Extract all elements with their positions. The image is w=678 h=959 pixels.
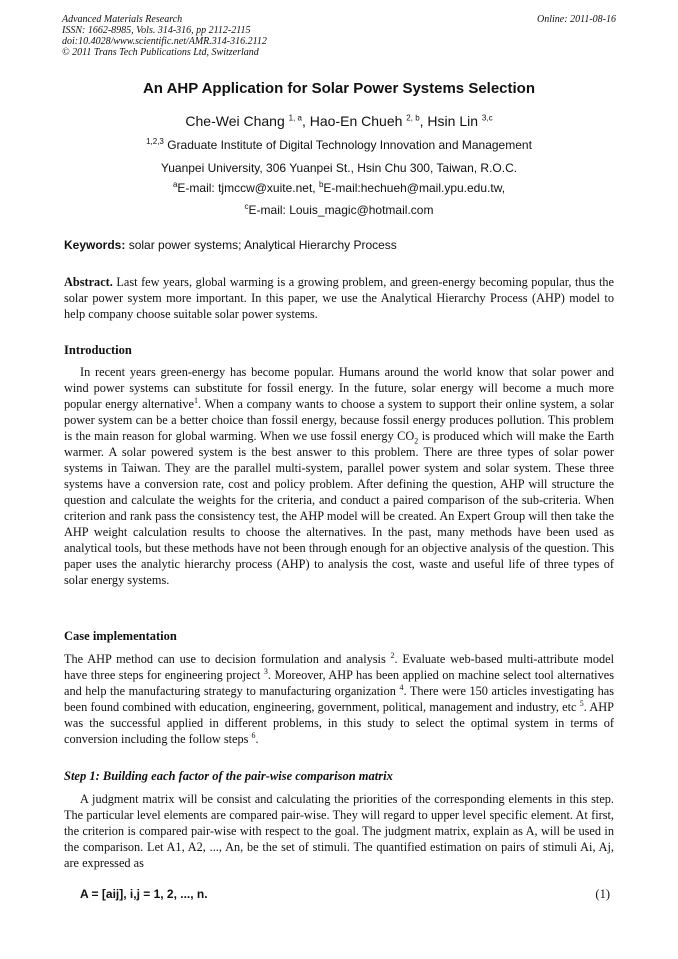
author-list: Che-Wei Chang $^{1, a}$, Hao-En Chueh $^{2, b}$, Hsin Lin $^{3,c}$ (185, 113, 493, 129)
affiliation-line-2: Yuanpei University, 306 Yuanpei St., Hsin Chu 300, Taiwan, R.O.C. (160, 161, 518, 175)
section-heading-case: Case implementation (64, 629, 177, 643)
case-text-4: . There were 150 articles investigating has been found combined with education, engineering, government, political, management and industry, etc (64, 684, 614, 714)
intro-text-1: In recent years green-energy has become popular. Humans around the world know that solar power and wind power systems can substitute for fossil energy. In the future, solar energy will become a much more popular energy alternative (64, 365, 614, 411)
case-text-3: . Moreover, AHP has been applied on machine select tool alternatives and help the manufacturing strategy to manufacturing organization (64, 668, 614, 698)
abstract-text: Last few years, global warming is a growing problem, and green-energy becoming popular, thus the solar power system more important. In this paper, we use the Analytical Hierarchy Process (AHP) model to help company choose suitable solar power systems. (64, 275, 615, 321)
introduction-paragraph (64, 364, 614, 588)
copyright: © 2011 Trans Tech Publications Ltd, Switzerland (62, 47, 259, 58)
email-b-sup: b (318, 180, 324, 189)
doi: doi:10.4028/www.scientific.net/AMR.314-316.2112 (62, 36, 267, 47)
intro-text-2: . When a company wants to choose a system to support their online system, a solar power system can be a better choice than fossil energy, because fossil energy produces pollution. This problem is the main reason for global warming. When we use fossil energy CO (64, 397, 614, 443)
email-b: E-mail:hechueh@mail.ypu.edu.tw, (323, 181, 506, 195)
abstract (64, 274, 614, 322)
intro-text-3: is produced which will make the Earth warmer. A solar powered system is the best answer to this problem. There are three types of solar power systems in Taiwan. They are the parallel multi-system, parallel power system and solar system. These three systems have a conversion rate, cost and policy problem. After defining the question, AHP will structure the question and calculate the weights for the criteria, and conduct a paired comparison of the sub-criteria. When criterion and rank pass the consistency test, the AHP model will be created. An Expert Group will then take the AHP weight calculation results to choose the alternatives. In the past, many methods have been used as analytical tools, but these methods have not been through enough for an objective analysis of the question. This paper uses the analytic hierarchy process (AHP) to analysis the cost, waste and useful life of three types of solar energy systems. (64, 429, 615, 587)
email-c-sup: c (244, 202, 249, 211)
step-1-paragraph: A judgment matrix will be consist and calculating the priorities of the corresponding elements in this step. The particular level elements are compared pair-wise. They will regard to upper level specific element. At first, the criterion is compared pair-wise with respect to the goal. The judgment matrix, explain as A, will be used in the comparison. Let A1, A2, ..., An, be the set of stimuli. The quantified estimation on pairs of stimuli Ai, Aj, are expressed as (64, 792, 614, 870)
abstract-label: Abstract. (64, 275, 113, 289)
author-1-sup: 1, a (288, 113, 302, 123)
journal-name: Advanced Materials Research (62, 14, 183, 25)
email-c: E-mail: Louis_magic@hotmail.com (248, 203, 434, 217)
case-ref-2: 2 (390, 650, 395, 660)
author-2: Hao-En Chueh (309, 113, 403, 129)
case-text-1: The AHP method can use to decision formulation and analysis (64, 652, 391, 666)
case-ref-5: 5 (579, 698, 584, 708)
equation-1-number: (1) (595, 887, 610, 901)
author-3-sup: 3,c (481, 113, 493, 123)
journal-header (62, 14, 267, 58)
author-1: Che-Wei Chang (185, 113, 285, 129)
author-3: Hsin Lin (427, 113, 479, 129)
issn: ISSN: 1662-8985, Vols. 314-316, pp 2112-2115 (62, 25, 251, 36)
case-text-6: . (255, 732, 259, 746)
case-ref-4: 4 (399, 682, 404, 692)
section-heading-introduction: Introduction (64, 343, 132, 357)
keywords-text: solar power systems; Analytical Hierarchy Process (128, 238, 397, 252)
co2-subscript: 2 (414, 436, 419, 446)
intro-ref-1: 1 (194, 395, 199, 405)
case-ref-3: 3 (263, 666, 268, 676)
case-ref-6: 6 (251, 730, 256, 740)
author-2-sup: 2, b (406, 113, 420, 123)
equation-1: A = [aij], i,j = 1, 2, ..., n. (80, 887, 208, 901)
case-text-5: . AHP was the successful applied in different problems, in this study to select the optimal system in terms of conversion including the follow steps (64, 700, 614, 746)
email-line-2 (0, 203, 678, 217)
email-a: E-mail: tjmccw@xuite.net, (177, 181, 316, 195)
step-1-heading: Step 1: Building each factor of the pair-wise comparison matrix (64, 769, 393, 783)
email-a-sup: a (172, 180, 178, 189)
keywords (64, 238, 397, 252)
keywords-label: Keywords: (64, 238, 126, 252)
paper-title: An AHP Application for Solar Power Systems Selection (142, 80, 536, 97)
affiliation-text: Graduate Institute of Digital Technology Innovation and Management (167, 138, 532, 152)
case-paragraph (64, 651, 614, 747)
affiliation-line-1 (0, 138, 678, 152)
case-text-2: . Evaluate web-based multi-attribute model have three steps for engineering project (64, 652, 614, 682)
email-line-1 (0, 181, 678, 195)
affiliation-sup: 1,2,3 (146, 137, 164, 146)
online-date: Online: 2011-08-16 (537, 14, 616, 25)
